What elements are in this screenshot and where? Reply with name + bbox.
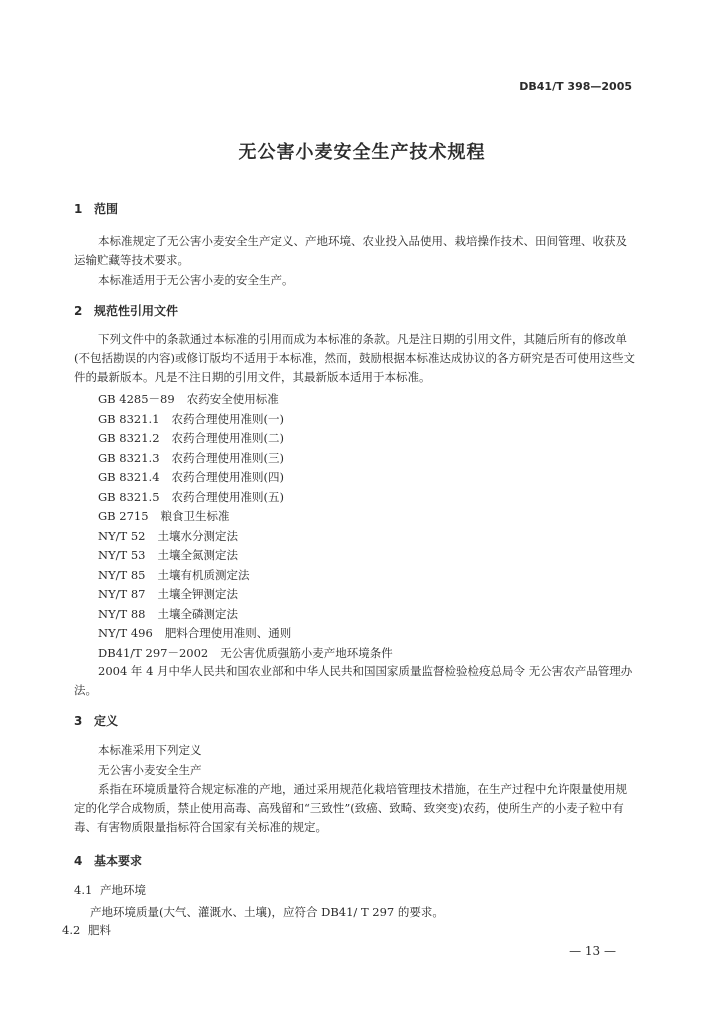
reference-item [98, 605, 393, 625]
reference-name: 肥料合理使用准则、通则 [164, 626, 292, 640]
reference-name: 农药安全使用标准 [186, 392, 279, 406]
reference-name: 农药合理使用准则(五) [171, 489, 285, 504]
subsection-title: 肥料 [88, 923, 111, 937]
section-number: 3 [74, 714, 83, 728]
reference-code: GB 8321.4 [98, 470, 160, 484]
section-3-line-2: 无公害小麦安全生产 [98, 763, 202, 777]
document-id: DB41/T 398—2005 [519, 80, 632, 93]
section-title: 基本要求 [94, 854, 143, 868]
reference-name: 农药合理使用准则(一) [171, 411, 285, 426]
reference-name: 土壤水分测定法 [157, 528, 238, 543]
reference-item [98, 585, 393, 605]
reference-code: NY/T 88 [98, 606, 146, 621]
subsection-4-1-paragraph: 产地环境质量(大气、灌溉水、土壤)，应符合 DB41/ T 297 的要求。 [90, 905, 444, 919]
section-3-definition: 系指在环境质量符合规定标准的产地，通过采用规范化栽培管理技术措施，在生产过程中允许限量使用规定的化学合成物质，禁止使用高毒、高残留和“三致性”(致癌、致畸、致突变)农药，使所生产的小麦子粒中有毒、有害物质限量指标符合国家有关标准的规定。 [74, 782, 627, 834]
section-title: 规范性引用文件 [94, 304, 179, 318]
reference-code: GB 8321.5 [98, 489, 160, 504]
reference-item [98, 429, 393, 449]
section-number: 4 [74, 854, 83, 868]
subsection-number: 4.2 [62, 923, 81, 937]
reference-item [98, 390, 393, 410]
reference-name: 土壤有机质测定法 [157, 567, 250, 582]
reference-name: 土壤全磷测定法 [157, 606, 238, 621]
reference-code: NY/T 87 [98, 587, 146, 601]
reference-name: 无公害优质强筋小麦产地环境条件 [220, 645, 393, 660]
subsection-4-1-heading [74, 882, 146, 898]
reference-code: NY/T 85 [98, 567, 146, 582]
section-number: 2 [74, 304, 83, 318]
section-1-paragraph-2: 本标准适用于无公害小麦的安全生产。 [98, 273, 294, 287]
reference-name: 土壤全钾测定法 [157, 587, 238, 601]
section-title: 范围 [94, 202, 119, 216]
reference-name: 农药合理使用准则(二) [171, 431, 285, 445]
reference-code: GB 2715 [98, 509, 149, 523]
reference-item [98, 410, 393, 430]
normative-reference-list [98, 390, 393, 663]
subsection-4-2-heading [62, 922, 111, 938]
section-1-paragraph-1: 本标准规定了无公害小麦安全生产定义、产地环境、农业投入品使用、栽培操作技术、田间管理、收获及运输贮藏等技术要求。 [74, 234, 627, 267]
reference-item [98, 527, 393, 547]
section-title: 定义 [94, 714, 119, 728]
subsection-title: 产地环境 [100, 883, 146, 897]
reference-item [98, 644, 393, 664]
reference-code: GB 8321.3 [98, 450, 160, 465]
reference-item [98, 507, 393, 527]
reference-item [98, 566, 393, 586]
page-number: — 13 — [569, 944, 616, 958]
section-number: 1 [74, 202, 83, 216]
subsection-number: 4.1 [74, 883, 93, 897]
reference-item [98, 546, 393, 566]
reference-name: 农药合理使用准则(三) [171, 450, 285, 465]
reference-code: GB 8321.1 [98, 411, 160, 426]
document-title: 无公害小麦安全生产技术规程 [238, 142, 486, 163]
section-2-paragraph-2: 2004 年 4 月中华人民共和国农业部和中华人民共和国国家质量监督检验检疫总局令 无公害农产品管理办法。 [74, 664, 633, 697]
reference-name: 农药合理使用准则(四) [171, 470, 285, 484]
reference-code: DB41/T 297－2002 [98, 645, 209, 660]
section-2-heading [74, 302, 178, 319]
reference-code: NY/T 53 [98, 548, 146, 562]
reference-item [98, 488, 393, 508]
section-4-heading [74, 852, 142, 869]
reference-code: GB 4285－89 [98, 392, 175, 406]
reference-item [98, 468, 393, 488]
reference-name: 土壤全氮测定法 [157, 548, 238, 562]
reference-code: GB 8321.2 [98, 431, 160, 445]
reference-item [98, 624, 393, 644]
section-3-heading [74, 712, 118, 729]
reference-code: NY/T 52 [98, 528, 146, 543]
section-2-paragraph-1: 下列文件中的条款通过本标准的引用而成为本标准的条款。凡是注日期的引用文件，其随后所有的修改单(不包括勘误的内容)或修订版均不适用于本标准，然而，鼓励根据本标准达成协议的各方研究是否可使用这些文件的最新版本。凡是不注日期的引用文件，其最新版本适用于本标准。 [74, 332, 635, 384]
reference-code: NY/T 496 [98, 626, 153, 640]
reference-name: 粮食卫生标准 [160, 509, 230, 523]
section-1-heading [74, 200, 118, 217]
section-3-line-1: 本标准采用下列定义 [98, 743, 202, 757]
reference-item [98, 449, 393, 469]
